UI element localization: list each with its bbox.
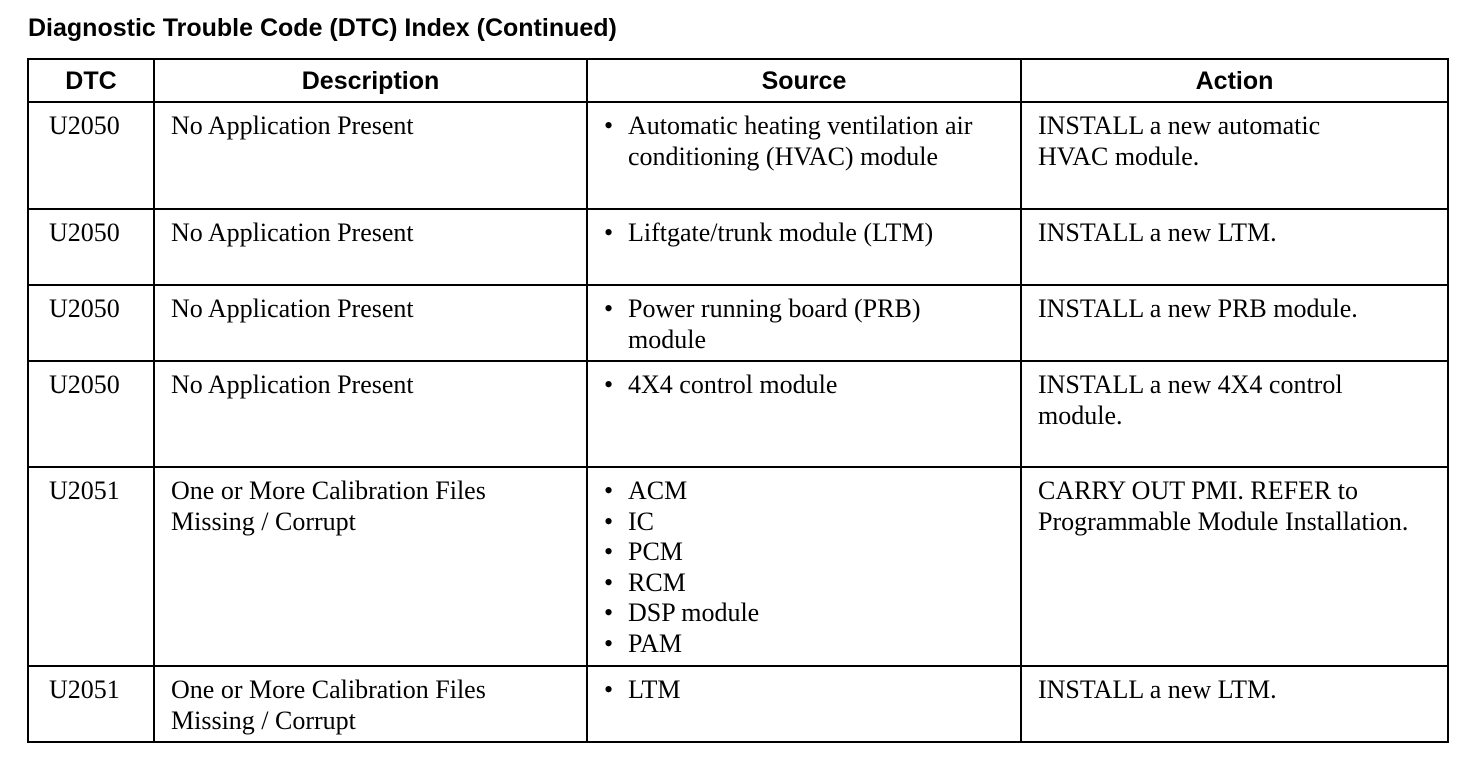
dtc-code-cell [28, 666, 154, 742]
dtc-code-cell [28, 285, 154, 361]
source-list-item [604, 370, 1014, 401]
description-line: No Application Present [171, 111, 414, 140]
source-line: DSP module [628, 598, 760, 627]
source-line: LTM [628, 675, 681, 704]
action-line: INSTALL a new PRB module. [1038, 294, 1358, 323]
action-cell [1021, 285, 1448, 361]
bullet-icon: • [604, 370, 614, 399]
table-body [28, 102, 1448, 742]
source-list-item [604, 568, 1014, 599]
description-line: One or More Calibration Files [171, 675, 486, 704]
source-line: RCM [628, 567, 686, 597]
description-line: No Application Present [171, 370, 414, 399]
source-list-item [604, 476, 1014, 507]
action-line: module. [1038, 400, 1123, 430]
dtc-index-table [27, 58, 1449, 743]
page-title: Diagnostic Trouble Code (DTC) Index (Continued) [28, 14, 617, 42]
source-cell [587, 666, 1021, 742]
source-list [604, 111, 1014, 172]
table-row [28, 361, 1448, 467]
dtc-code-cell [28, 361, 154, 467]
action-line: INSTALL a new LTM. [1038, 675, 1277, 704]
action-line: Programmable Module Installation. [1038, 506, 1409, 536]
description-line: No Application Present [171, 218, 414, 247]
bullet-icon: • [604, 567, 614, 597]
description-cell [154, 467, 587, 666]
bullet-icon: • [604, 294, 614, 323]
source-cell [587, 102, 1021, 209]
description-cell [154, 361, 587, 467]
source-list-item [604, 598, 1014, 629]
source-list [604, 675, 1014, 706]
source-list-item [604, 675, 1014, 706]
description-line: One or More Calibration Files [171, 476, 486, 505]
source-line: PAM [628, 628, 682, 658]
header-dtc: DTC [28, 59, 154, 102]
dtc-code: U2050 [49, 218, 120, 247]
description-cell [154, 102, 587, 209]
action-cell [1021, 209, 1448, 285]
source-line: Power running board (PRB) [628, 294, 921, 323]
source-line: PCM [628, 537, 683, 566]
action-line: INSTALL a new automatic [1038, 111, 1321, 140]
source-line: Liftgate/trunk module (LTM) [628, 218, 934, 247]
bullet-icon: • [604, 628, 614, 658]
action-line: HVAC module. [1038, 141, 1200, 171]
source-line: module [628, 324, 706, 354]
table-row [28, 209, 1448, 285]
description-cell [154, 209, 587, 285]
dtc-code-cell [28, 102, 154, 209]
bullet-icon: • [604, 476, 614, 505]
dtc-code: U2050 [49, 370, 120, 399]
bullet-icon: • [604, 537, 614, 566]
dtc-code: U2050 [49, 111, 120, 140]
source-list-item [604, 294, 1014, 355]
source-list-item [604, 111, 1014, 172]
description-line: Missing / Corrupt [171, 705, 356, 735]
source-cell [587, 285, 1021, 361]
dtc-code-cell [28, 209, 154, 285]
source-list-item [604, 537, 1014, 568]
table-row [28, 666, 1448, 742]
source-list [604, 294, 1014, 355]
source-list [604, 370, 1014, 401]
action-line: INSTALL a new LTM. [1038, 218, 1277, 247]
source-line: conditioning (HVAC) module [628, 141, 939, 171]
source-list-item [604, 629, 1014, 660]
dtc-code-cell [28, 467, 154, 666]
action-cell [1021, 467, 1448, 666]
source-list-item [604, 218, 1014, 249]
action-cell [1021, 361, 1448, 467]
dtc-code: U2050 [49, 294, 120, 323]
table-row [28, 102, 1448, 209]
table-row [28, 467, 1448, 666]
bullet-icon: • [604, 111, 614, 140]
source-cell [587, 361, 1021, 467]
header-description: Description [154, 59, 587, 102]
action-line: INSTALL a new 4X4 control [1038, 370, 1343, 399]
source-cell [587, 467, 1021, 666]
source-list [604, 476, 1014, 659]
source-line: 4X4 control module [628, 370, 838, 399]
bullet-icon: • [604, 506, 614, 536]
header-action: Action [1021, 59, 1448, 102]
description-cell [154, 285, 587, 361]
bullet-icon: • [604, 675, 614, 704]
source-line: Automatic heating ventilation air [628, 111, 973, 140]
dtc-code: U2051 [49, 675, 120, 704]
description-line: Missing / Corrupt [171, 506, 356, 536]
source-line: ACM [628, 476, 688, 505]
bullet-icon: • [604, 218, 614, 247]
table-row [28, 285, 1448, 361]
description-line: No Application Present [171, 294, 414, 323]
description-cell [154, 666, 587, 742]
source-line: IC [628, 506, 654, 536]
source-list [604, 218, 1014, 249]
table-header-row [28, 59, 1448, 102]
action-line: CARRY OUT PMI. REFER to [1038, 476, 1359, 505]
dtc-code: U2051 [49, 476, 120, 505]
source-cell [587, 209, 1021, 285]
header-source: Source [587, 59, 1021, 102]
source-list-item [604, 507, 1014, 538]
action-cell [1021, 102, 1448, 209]
action-cell [1021, 666, 1448, 742]
bullet-icon: • [604, 598, 614, 627]
